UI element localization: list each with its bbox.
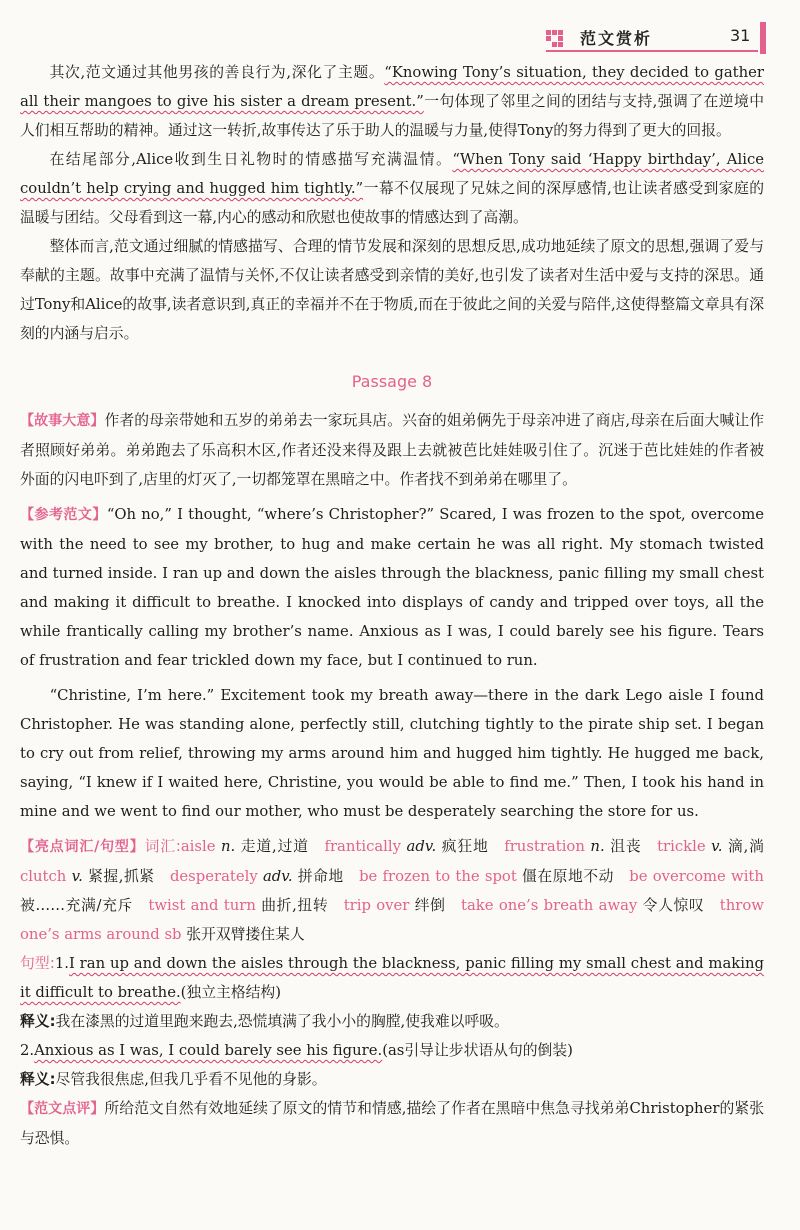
vocab-term: take one’s breath away [461, 897, 638, 914]
page-number: 31 [730, 26, 751, 45]
vocab-term: frantically [324, 838, 401, 855]
passage-title: Passage 8 [351, 372, 433, 391]
analysis-quote: “When Tony said ‘Happy birthday’, Alice couldn’t help crying and hugged him tightly.” [20, 151, 764, 197]
vocab-term: trickle [657, 838, 706, 855]
header-side-bar [760, 22, 766, 54]
vocab-item [148, 897, 343, 914]
sentence-english: I ran up and down the aisles through the blackness, panic filling my small chest and making it difficult to breathe. [20, 955, 764, 1001]
story-summary [20, 406, 764, 494]
review-text: 所给范文自然有效地延续了原文的情节和情感,描绘了作者在黑暗中焦急寻找弟弟Christopher的紧张与恐惧。 [20, 1100, 765, 1147]
explain-text: 我在漆黑的过道里跑来跑去,恐慌填满了我小小的胸膛,使我难以呼吸。 [55, 1013, 509, 1030]
vocab-item [170, 868, 359, 885]
summary-text: 作者的母亲带她和五岁的弟弟去一家玩具店。兴奋的姐弟俩先于母亲冲进了商店,母亲在后面大喊让作者照顾好弟弟。弟弟跑去了乐高积木区,作者还没来得及跟上去就被芭比娃娃吸引住了。沉迷于芭比娃娃的作者被外面的闪电吓到了,店里的灯灭了,一切都笼罩在黑暗之中。作者找不到弟弟在哪里了。 [20, 412, 764, 488]
essay-text: “Oh no,” I thought, “where’s Christopher?” Scared, I was frozen to the spot, overcome with the need to see my brother, to hug and make certain he was all right. My stomach twisted and turned inside. I ran up and down the aisles through the blackness, panic filling my small chest and making it difficult to breathe. I knocked into displays of candy and tripped over toys, all the while frantically calling my brother’s name. Anxious as I was, I could barely see his figure. Tears of frustration and fear trickled down my face, but I continued to run. [20, 506, 765, 669]
essay-tag: 【参考范文】 [20, 507, 107, 523]
vocab-pos: v. [711, 838, 723, 855]
analysis-paragraph-1 [20, 58, 764, 145]
analysis-text: 其次,范文通过其他男孩的善良行为,深化了主题。 [49, 64, 385, 81]
vocab-term: desperately [169, 868, 258, 885]
vocab-pos: n. [221, 838, 236, 855]
sentence-number: 1. [54, 955, 69, 972]
vocab-term: aisle [180, 838, 216, 855]
sentence-note: (as引导让步状语从句的倒装) [382, 1042, 573, 1059]
sentence-2-explain [20, 1065, 764, 1094]
vocab-item [359, 868, 629, 885]
vocab-meaning: 滴,淌 [728, 838, 764, 855]
vocab-item [181, 838, 325, 855]
vocab-term: be overcome with [629, 868, 764, 885]
vocab-meaning: 僵在原地不动 [522, 868, 614, 885]
essay-paragraph-1 [20, 500, 764, 675]
sentence-1 [20, 949, 764, 1007]
page-header [0, 22, 800, 52]
analysis-text: 在结尾部分,Alice收到生日礼物时的情感描写充满温情。 [49, 151, 453, 168]
sentence-number: 2. [20, 1042, 35, 1059]
vocab-term: trip over [343, 897, 410, 914]
sentence-english: Anxious as I was, I could barely see his figure. [34, 1042, 383, 1059]
vocab-meaning: 走道,过道 [240, 838, 309, 855]
vocab-item [461, 897, 720, 914]
sentence-1-explain [20, 1007, 764, 1036]
page-content [20, 58, 764, 1153]
vocab-label: 词汇: [144, 838, 181, 855]
review-tag: 【范文点评】 [20, 1101, 105, 1117]
vocab-meaning: 绊倒 [414, 897, 446, 914]
vocab-section [20, 832, 764, 949]
analysis-paragraph-3: 整体而言,范文通过细腻的情感描写、合理的情节发展和深刻的思想反思,成功地延续了原文的思想,强调了爱与奉献的主题。故事中充满了温情与关怀,不仅让读者感受到亲情的美好,也引发了读者对生活中爱与支持的深思。通过Tony和Alice的故事,读者意识到,真正的幸福并不在于物质,而在于彼此之间的关爱与陪伴,这使得整篇文章具有深刻的内涵与启示。 [20, 238, 764, 342]
vocab-item [324, 838, 504, 855]
explain-text: 尽管我很焦虑,但我几乎看不见他的身影。 [55, 1071, 327, 1088]
vocab-tag: 【亮点词汇/句型】 [20, 839, 145, 855]
vocab-meaning: 被……充满/充斥 [20, 897, 133, 914]
analysis-text: 一幕不仅展现了兄妹之间的深厚感情,也让读者感受到家庭的温暖与团结。父母看到这一幕,内心的感动和欣慰也使故事的情感达到了高潮。 [20, 180, 764, 226]
vocab-meaning: 令人惊叹 [642, 897, 705, 914]
header-decoration-icon [546, 30, 568, 46]
explain-label: 释义: [20, 1071, 56, 1088]
vocab-term: throw one’s arms around sb [20, 897, 764, 943]
essay-paragraph-2: “Christine, I’m here.” Excitement took my breath away—there in the dark Lego aisle I found Christopher. He was standing alone, perfectly still, clutching tightly to the pirate ship set. I began to cry out from relief, throwing my arms around him and hugged him tightly. He hugged me back, saying, “I knew if I waited here, Christine, you would be able to find me.” Then, I took his hand in mine and we went to find our mother, who must be desperately searching the store for us. [20, 687, 764, 820]
explain-label: 释义: [20, 1013, 56, 1030]
sentence-2 [20, 1036, 764, 1065]
vocab-item [20, 868, 170, 885]
vocab-item [504, 838, 657, 855]
vocab-meaning: 疯狂地 [441, 838, 489, 855]
summary-tag: 【故事大意】 [20, 413, 105, 429]
vocab-pos: n. [590, 838, 605, 855]
vocab-meaning: 曲折,扭转 [261, 897, 329, 914]
vocab-term: twist and turn [148, 897, 256, 914]
analysis-quote: “Knowing Tony’s situation, they decided to gather all their mangoes to give his sister a dream present.” [20, 64, 764, 110]
sentence-note: (独立主格结构) [180, 984, 281, 1001]
vocab-meaning: 张开双臂搂住某人 [186, 926, 305, 943]
vocab-item [344, 897, 461, 914]
vocab-item [657, 838, 779, 855]
vocab-meaning: 沮丧 [610, 838, 642, 855]
vocab-term: frustration [504, 838, 585, 855]
vocab-term: clutch [20, 868, 67, 885]
header-rule [546, 50, 758, 52]
essay-review [20, 1094, 764, 1153]
vocab-pos: adv. [262, 868, 293, 885]
vocab-pos: v. [71, 868, 83, 885]
analysis-text: 一句体现了邻里之间的团结与支持,强调了在逆境中人们相互帮助的精神。通过这一转折,故事传达了乐于助人的温暖与力量,使得Tony的努力得到了更大的回报。 [20, 93, 764, 139]
sentence-label: 句型: [20, 955, 55, 972]
analysis-paragraph-2 [20, 145, 764, 232]
vocab-meaning: 紧握,抓紧 [88, 868, 155, 885]
vocab-term: be frozen to the spot [359, 868, 517, 885]
header-title: 范文赏析 [580, 29, 653, 48]
vocab-pos: adv. [406, 838, 437, 855]
vocab-meaning: 拼命地 [297, 868, 344, 885]
